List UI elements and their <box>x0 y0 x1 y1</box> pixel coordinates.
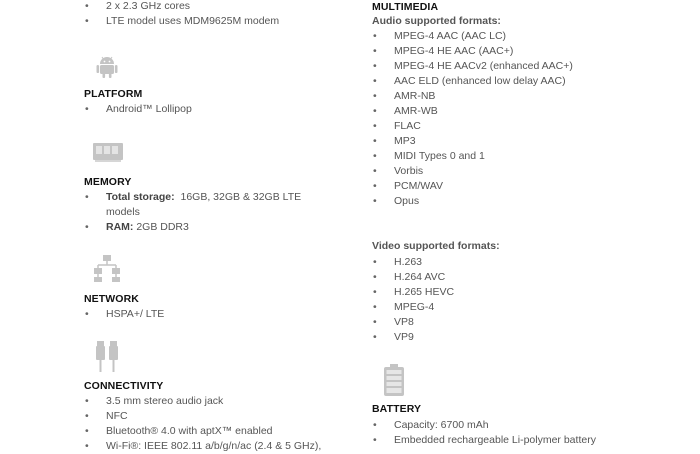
network-heading: NETWORK <box>84 293 139 305</box>
network-icon <box>93 254 121 285</box>
list-item: • Capacity: 6700 mAh <box>372 418 692 433</box>
network-list <box>84 307 344 322</box>
usb-plug-icon <box>95 340 119 377</box>
list-item: • MIDI Types 0 and 1 <box>372 149 692 164</box>
memory-heading: MEMORY <box>84 176 132 188</box>
list-item: • Android™ Lollipop <box>84 102 344 117</box>
platform-list <box>84 102 344 117</box>
list-item: • AAC ELD (enhanced low delay AAC) <box>372 74 692 89</box>
list-item: • MPEG-4 HE AACv2 (enhanced AAC+) <box>372 59 692 74</box>
audio-formats-list <box>372 29 692 209</box>
list-item: • 3.5 mm stereo audio jack <box>84 394 364 409</box>
video-formats-list <box>372 255 692 345</box>
connectivity-heading: CONNECTIVITY <box>84 380 164 392</box>
storage-label: Total storage: <box>106 191 175 203</box>
list-item: • H.263 <box>372 255 692 270</box>
list-item: • Wi-Fi®: IEEE 802.11 a/b/g/n/ac (2.4 & 5 GHz), <box>84 439 364 454</box>
list-item: • 2 x 2.3 GHz cores <box>84 0 344 14</box>
platform-heading: PLATFORM <box>84 88 143 100</box>
battery-list <box>372 418 692 448</box>
list-item: • H.264 AVC <box>372 270 692 285</box>
list-item: • Embedded rechargeable Li-polymer battery <box>372 433 692 448</box>
list-item: • VP8 <box>372 315 692 330</box>
connectivity-list <box>84 394 364 454</box>
list-item: • AMR-WB <box>372 104 692 119</box>
multimedia-heading: MULTIMEDIA <box>372 1 439 13</box>
list-item: • MPEG-4 <box>372 300 692 315</box>
android-icon <box>96 54 118 81</box>
list-item: • FLAC <box>372 119 692 134</box>
list-item: • NFC <box>84 409 364 424</box>
list-item: • H.265 HEVC <box>372 285 692 300</box>
list-item: • MPEG-4 HE AAC (AAC+) <box>372 44 692 59</box>
list-item: • MPEG-4 AAC (AAC LC) <box>372 29 692 44</box>
list-item: • MP3 <box>372 134 692 149</box>
list-item: • PCM/WAV <box>372 179 692 194</box>
list-item: • Vorbis <box>372 164 692 179</box>
audio-formats-heading: Audio supported formats: <box>372 15 501 27</box>
list-item: • HSPA+/ LTE <box>84 307 344 322</box>
battery-heading: BATTERY <box>372 403 422 415</box>
list-item <box>84 190 318 220</box>
list-item: • Opus <box>372 194 692 209</box>
list-item: • LTE model uses MDM9625M modem <box>84 14 344 29</box>
battery-icon <box>384 364 404 399</box>
ram-value: 2GB DDR3 <box>136 221 189 233</box>
memory-chip-icon <box>93 141 123 166</box>
list-item: • Bluetooth® 4.0 with aptX™ enabled <box>84 424 364 439</box>
storage-value: 16GB, 32GB & 32GB LTE models <box>106 191 302 218</box>
video-formats-heading: Video supported formats: <box>372 240 500 252</box>
list-item: • AMR-NB <box>372 89 692 104</box>
list-item: • VP9 <box>372 330 692 345</box>
memory-list <box>84 190 344 235</box>
list-item <box>84 220 344 235</box>
processor-list <box>84 0 344 29</box>
ram-label: RAM: <box>106 221 134 233</box>
